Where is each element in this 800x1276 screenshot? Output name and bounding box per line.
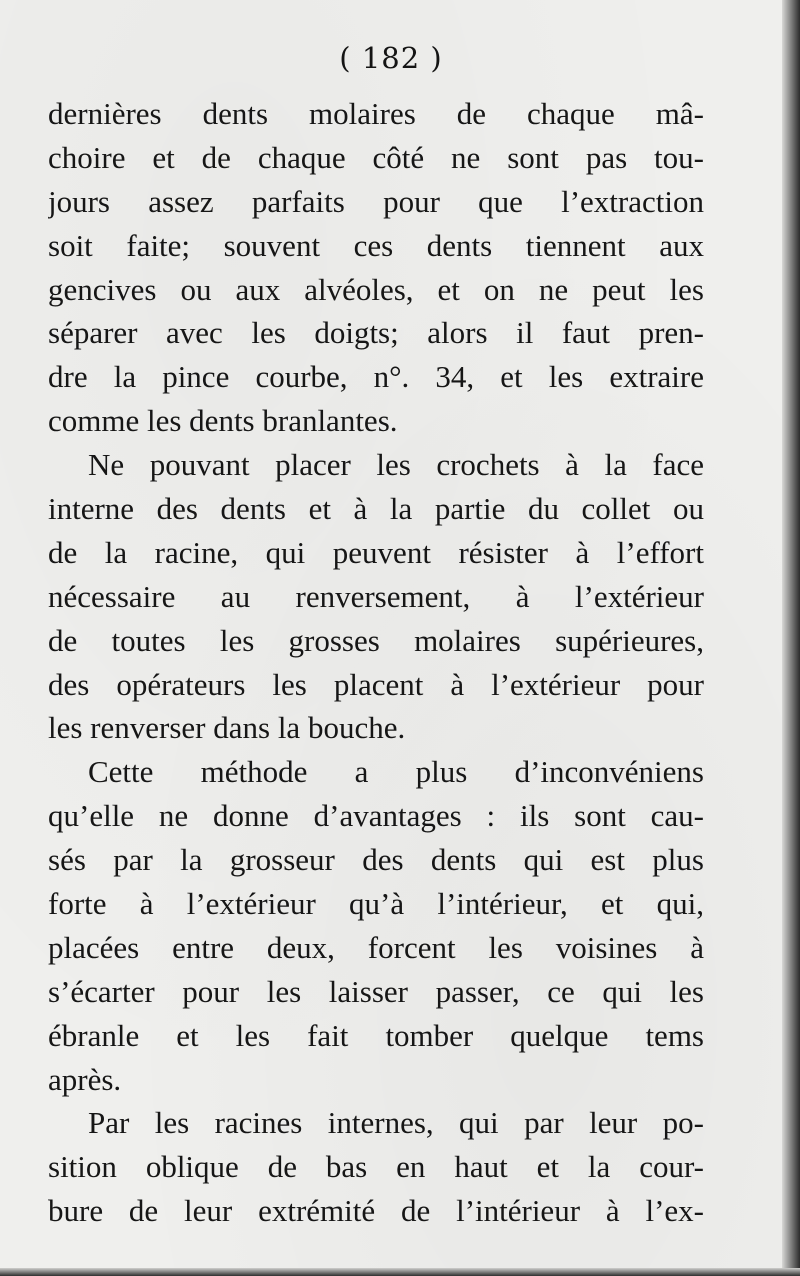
text-line: interne des dents et à la partie du collet ou: [48, 491, 704, 527]
text-line: sés par la grosseur des dents qui est plus: [48, 842, 704, 878]
text-line: Cette méthode a plus d’inconvéniens: [88, 754, 704, 790]
paragraph-2: [48, 443, 704, 750]
text-line: soit faite; souvent ces dents tiennent aux: [48, 227, 704, 263]
text-line: sition oblique de bas en haut et la cour-: [48, 1149, 704, 1185]
text-line: s’écarter pour les laisser passer, ce qui les: [48, 973, 704, 1009]
text-line: séparer avec les doigts; alors il faut pren-: [48, 315, 704, 351]
text-line: bure de leur extrémité de l’intérieur à l’ex-: [48, 1193, 704, 1229]
text-line: des opérateurs les placent à l’extérieur pour: [48, 666, 704, 702]
text-line: nécessaire au renversement, à l’extérieur: [48, 578, 704, 614]
text-line: choire et de chaque côté ne sont pas tou-: [48, 139, 704, 175]
page-edge-shadow: [782, 0, 800, 1276]
text-line: jours assez parfaits pour que l’extraction: [48, 183, 704, 219]
text-line: comme les dents branlantes.: [48, 403, 398, 439]
page-number: ( 182 ): [339, 41, 443, 75]
paragraph-4: [48, 1101, 704, 1233]
page-bottom-shadow: [0, 1268, 800, 1276]
body-text: [48, 92, 704, 1233]
text-line: forte à l’extérieur qu’à l’intérieur, et qui,: [48, 886, 704, 922]
text-line: ébranle et les fait tomber quelque tems: [48, 1017, 704, 1053]
text-line: dre la pince courbe, n°. 34, et les extraire: [48, 359, 704, 395]
text-line: après.: [48, 1061, 122, 1097]
text-line: dernières dents molaires de chaque mâ-: [48, 96, 704, 131]
paragraph-3: [48, 750, 704, 1101]
text-line: Ne pouvant placer les crochets à la face: [88, 447, 704, 483]
text-line: placées entre deux, forcent les voisines à: [48, 929, 704, 965]
text-line: les renverser dans la bouche.: [48, 710, 406, 746]
text-line: de toutes les grosses molaires supérieures,: [48, 622, 704, 658]
text-line: de la racine, qui peuvent résister à l’effort: [48, 534, 704, 570]
paragraph-1: [48, 92, 704, 443]
text-line: gencives ou aux alvéoles, et on ne peut les: [48, 271, 704, 307]
text-line: qu’elle ne donne d’avantages : ils sont cau-: [48, 798, 704, 834]
text-line: Par les racines internes, qui par leur po-: [88, 1105, 704, 1141]
